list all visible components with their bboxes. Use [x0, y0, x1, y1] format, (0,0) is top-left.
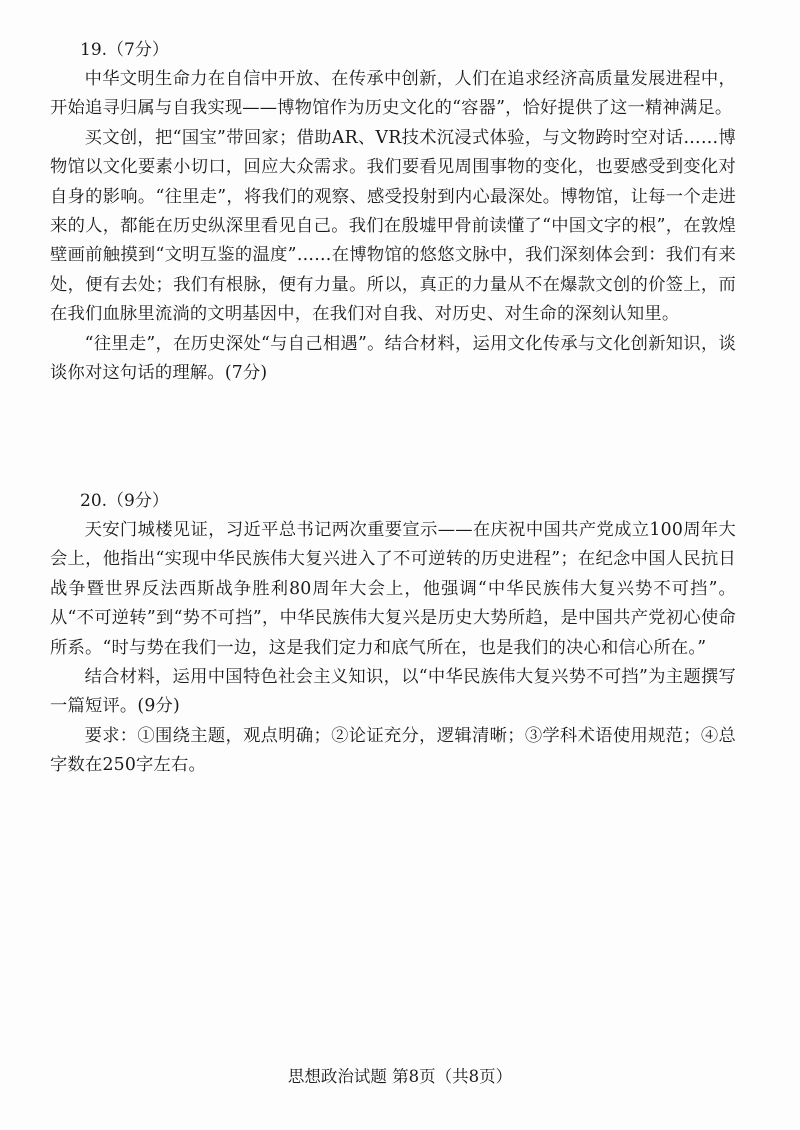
question-19	[50, 36, 736, 388]
question-19-paragraph-1: 中华文明生命力在自信中开放、在传承中创新，人们在追求经济高质量发展进程中，开始追寻归属与自我实现——博物馆作为历史文化的“容器”，恰好提供了这一精神满足。	[50, 69, 736, 119]
question-19-prompt: “往里走”，在历史深处“与自己相遇”。结合材料，运用文化传承与文化创新知识，谈谈你对这句话的理解。(7分)	[50, 333, 736, 384]
question-20-prompt: 结合材料，运用中国特色社会主义知识，以“中华民族伟大复兴势不可挡”为主题撰写一篇短评。(9分)	[50, 667, 736, 717]
question-19-paragraph-2: 买文创，把“国宝”带回家；借助AR、VR技术沉浸式体验，与文物跨时空对话……博物馆以文化要素小切口，回应大众需求。我们要看见周围事物的变化，也要感受到变化对自身的影响。“往里走”，将我们的观察、感受投射到内心最深处。博物馆，让每一个走进来的人，都能在历史纵深里看见自己。我们在殷墟甲骨前读懂了“中国文字的根”，在敦煌壁画前触摸到“文明互鉴的温度”……在博物馆的悠悠文脉中，我们深刻体会到：我们有来处，便有去处；我们有根脉，便有力量。所以，真正的力量从不在爆款文创的价签上，而在我们血脉里流淌的文明基因中，在我们对自我、对历史、对生命的深刻认知里。	[50, 127, 736, 325]
question-20-paragraph-1: 天安门城楼见证，习近平总书记两次重要宣示——在庆祝中国共产党成立100周年大会上，他指出“实现中华民族伟大复兴进入了不可逆转的历史进程”；在纪念中国人民抗日战争暨世界反法西斯战争胜利80周年大会上，他强调“中华民族伟大复兴势不可挡”。从“不可逆转”到“势不可挡”，中华民族伟大复兴是历史大势所趋，是中国共产党初心使命所系。“时与势在我们一边，这是我们定力和底气所在，也是我们的决心和信心所在。”	[50, 520, 736, 658]
page-footer: 思想政治试题 第8页（共8页）	[287, 1067, 513, 1086]
question-20	[50, 487, 736, 781]
question-20-requirements: 要求：①围绕主题，观点明确；②论证充分，逻辑清晰；③学科术语使用规范；④总字数在250字左右。	[50, 725, 736, 776]
question-20-number: 20.（9分）	[80, 491, 169, 511]
question-19-number: 19.（7分）	[80, 40, 169, 60]
